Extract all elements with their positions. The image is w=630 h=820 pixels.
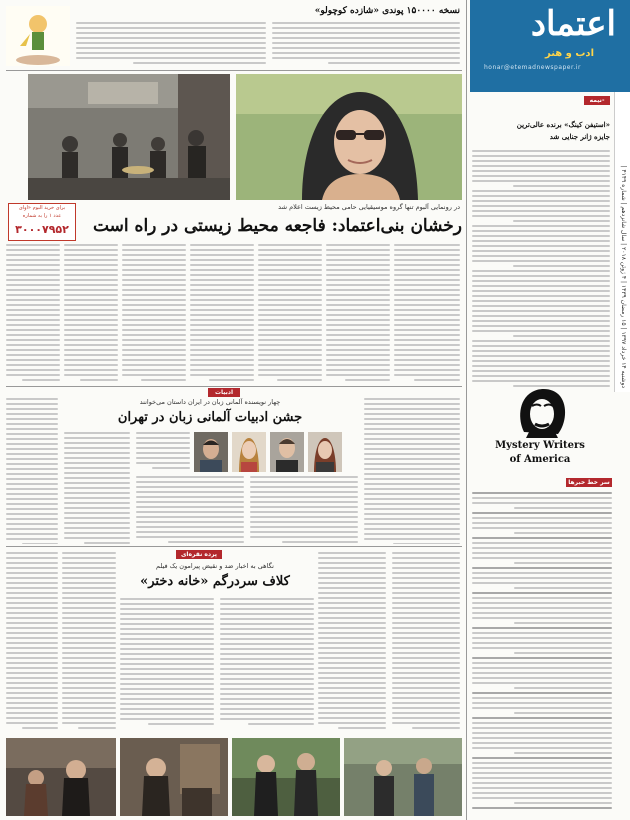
poe-portrait-icon: [488, 384, 592, 440]
literature-body-left: [6, 398, 58, 544]
sidebar-top-title-2: جایزه ژانر جنایی شد: [549, 132, 610, 141]
literature-body-col-c: [64, 432, 130, 544]
masthead-logo: اعتماد: [530, 4, 616, 44]
sidebar-top-badge: نیمه-: [584, 96, 610, 105]
film-still-4: [6, 738, 116, 816]
film-still-3: [120, 738, 228, 816]
cinema-body-col-6: [6, 552, 58, 736]
lead-body-col-4: [190, 244, 254, 384]
literature-body-col-d: [136, 432, 190, 474]
cinema-body-col-4: [120, 598, 214, 736]
literature-divider: [6, 546, 462, 547]
literature-tag: ادبیات: [208, 388, 240, 397]
literature-kicker: چهار نویسنده آلمانی زبان در ایران داستان می‌خوانند: [139, 398, 281, 406]
sidebar-divider: [466, 0, 467, 820]
lead-body-col-3: [258, 244, 322, 384]
band-performance-photo: [28, 74, 230, 200]
masthead-email: honar@etemadnewspaper.ir: [484, 64, 581, 71]
sidebar-top-body: [472, 150, 610, 360]
author-portrait-2: [270, 432, 304, 472]
sidebar-news-list: [472, 492, 612, 812]
cinema-body-col-5: [62, 552, 116, 736]
literature-body-col-a: [250, 476, 358, 544]
album-sms-stamp: [8, 203, 76, 241]
masthead-date-strip: [614, 92, 630, 392]
mystery-writers-logo: [488, 384, 592, 468]
lead-kicker: در رونمایی آلبوم تنها گروه موسیقیایی حامی محیط زیست اعلام شد: [278, 203, 460, 211]
film-still-2: [232, 738, 340, 816]
lead-body-col-6: [64, 244, 118, 384]
stamp-line-1: برای خرید آلبوم «آوای: [18, 205, 66, 211]
lead-divider: [6, 386, 462, 387]
literature-title: جشن ادبیات آلمانی زبان در تهران: [117, 410, 303, 425]
mystery-writers-line2: of America: [509, 454, 571, 465]
cinema-kicker: نگاهی به اخبار ضد و نقیض پیرامون یک فیلم: [156, 562, 274, 570]
cinema-body-col-1: [392, 552, 460, 736]
cinema-body-col-2: [318, 552, 386, 736]
cinema-title: کلاف سردرگم «خانه دختر»: [140, 574, 290, 589]
author-portrait-1: [308, 432, 342, 472]
mystery-writers-line1: Mystery Writers: [495, 440, 585, 451]
lead-body-col-5: [122, 244, 186, 384]
masthead-section: ادب و هنر: [544, 48, 594, 59]
stamp-line-2: عدد ۱ را به شماره: [22, 213, 62, 219]
film-still-1: [344, 738, 462, 816]
cinema-tag: پرده نقره‌ای: [176, 550, 222, 559]
stamp-number: ۳۰۰۰۷۹۵۲: [15, 223, 69, 236]
author-portrait-3: [232, 432, 266, 472]
cinema-body-col-3: [220, 598, 314, 736]
lead-body-col-7: [6, 244, 60, 384]
issue-date: دوشنبه ۱۴ خرداد ۱۳۹۷ | ۱۵ رمضان ۱۴۳۹ | ۴ ژوئن ۲۰۱۸ | سال شانزدهم | شماره ۴۱۴۹ |: [620, 165, 627, 388]
top-story-body-right: [272, 22, 460, 68]
top-story-title: نسخه ۱۵۰۰۰۰ پوندی «شازده کوچولو»: [314, 6, 460, 16]
author-portrait-4: [194, 432, 228, 472]
sidebar-bottom-badge: سر خط خبرها: [566, 478, 612, 487]
lead-body-col-2: [326, 244, 390, 384]
masthead: [470, 0, 630, 92]
top-story-body-left: [76, 22, 266, 68]
top-story-divider: [6, 70, 462, 71]
little-prince-illustration: [6, 6, 70, 66]
sidebar-top-title-1: «استیفن کینگ» برنده عالی‌ترین: [516, 120, 610, 129]
literature-body-right: [364, 398, 460, 544]
literature-body-col-b: [136, 476, 244, 544]
rakhshan-portrait-photo: [236, 74, 462, 200]
lead-body-col-1: [394, 244, 460, 384]
lead-title: رخشان بنی‌اعتماد: فاجعه محیط زیستی در راه است: [92, 216, 462, 236]
